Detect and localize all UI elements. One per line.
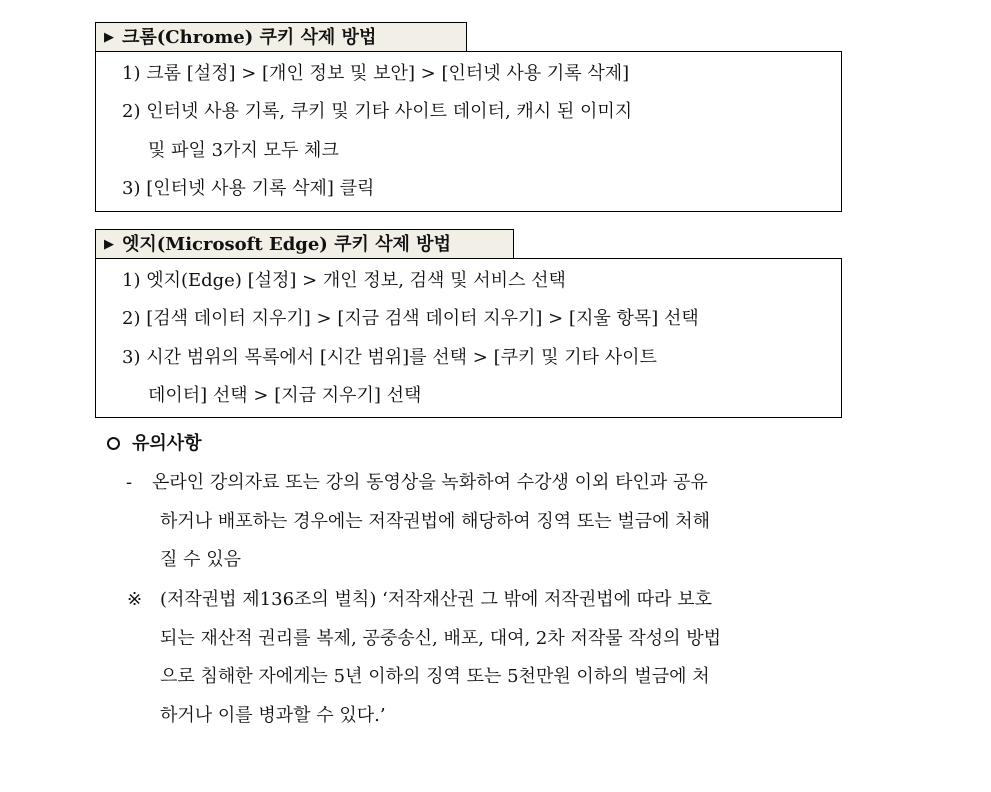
triangle-right-icon: ▶	[104, 30, 114, 45]
notes-paragraph-line-1: 온라인 강의자료 또는 강의 동영상을 녹화하여 수강생 이외 타인과 공유	[152, 472, 708, 493]
notes-heading	[107, 431, 202, 457]
dash-marker: -	[126, 472, 133, 493]
chrome-step-1: 1) 크롬 [설정] > [개인 정보 및 보안] > [인터넷 사용 기록 삭제]	[122, 63, 630, 84]
copyright-law-line-2: 되는 재산적 권리를 복제, 공중송신, 배포, 대여, 2차 저작물 작성의 방법	[160, 628, 722, 649]
chrome-step-2-continued: 및 파일 3가지 모두 체크	[148, 140, 339, 161]
copyright-law-line-1: (저작권법 제136조의 벌칙) ‘저작재산권 그 밖에 저작권법에 따라 보호	[160, 589, 712, 610]
notes-paragraph-line-3: 질 수 있음	[160, 549, 241, 570]
reference-mark: ※	[127, 589, 143, 610]
edge-section-box	[95, 258, 842, 418]
chrome-section-tab	[95, 22, 467, 52]
triangle-right-icon: ▶	[104, 237, 114, 252]
edge-section-tab	[95, 229, 514, 259]
chrome-step-2: 2) 인터넷 사용 기록, 쿠키 및 기타 사이트 데이터, 캐시 된 이미지	[122, 101, 633, 122]
chrome-step-3: 3) [인터넷 사용 기록 삭제] 클릭	[122, 178, 375, 199]
edge-step-1: 1) 엣지(Edge) [설정] > 개인 정보, 검색 및 서비스 선택	[122, 270, 566, 291]
edge-section-title: 엣지(Microsoft Edge) 쿠키 삭제 방법	[122, 234, 451, 255]
notes-title: 유의사항	[132, 433, 202, 454]
chrome-section-box	[95, 51, 842, 212]
edge-step-3: 3) 시간 범위의 목록에서 [시간 범위]를 선택 > [쿠키 및 기타 사이트	[122, 347, 657, 368]
notes-paragraph-line-2: 하거나 배포하는 경우에는 저작권법에 해당하여 징역 또는 벌금에 처해	[160, 511, 711, 532]
edge-step-3-continued: 데이터] 선택 > [지금 지우기] 선택	[148, 385, 422, 406]
circle-bullet-icon	[107, 437, 120, 450]
chrome-section-title: 크롬(Chrome) 쿠키 삭제 방법	[122, 27, 377, 48]
edge-step-2: 2) [검색 데이터 지우기] > [지금 검색 데이터 지우기] > [지울 항목] 선택	[122, 308, 699, 329]
copyright-law-line-3: 으로 침해한 자에게는 5년 이하의 징역 또는 5천만원 이하의 벌금에 처	[160, 666, 710, 687]
copyright-law-line-4: 하거나 이를 병과할 수 있다.’	[160, 705, 386, 726]
